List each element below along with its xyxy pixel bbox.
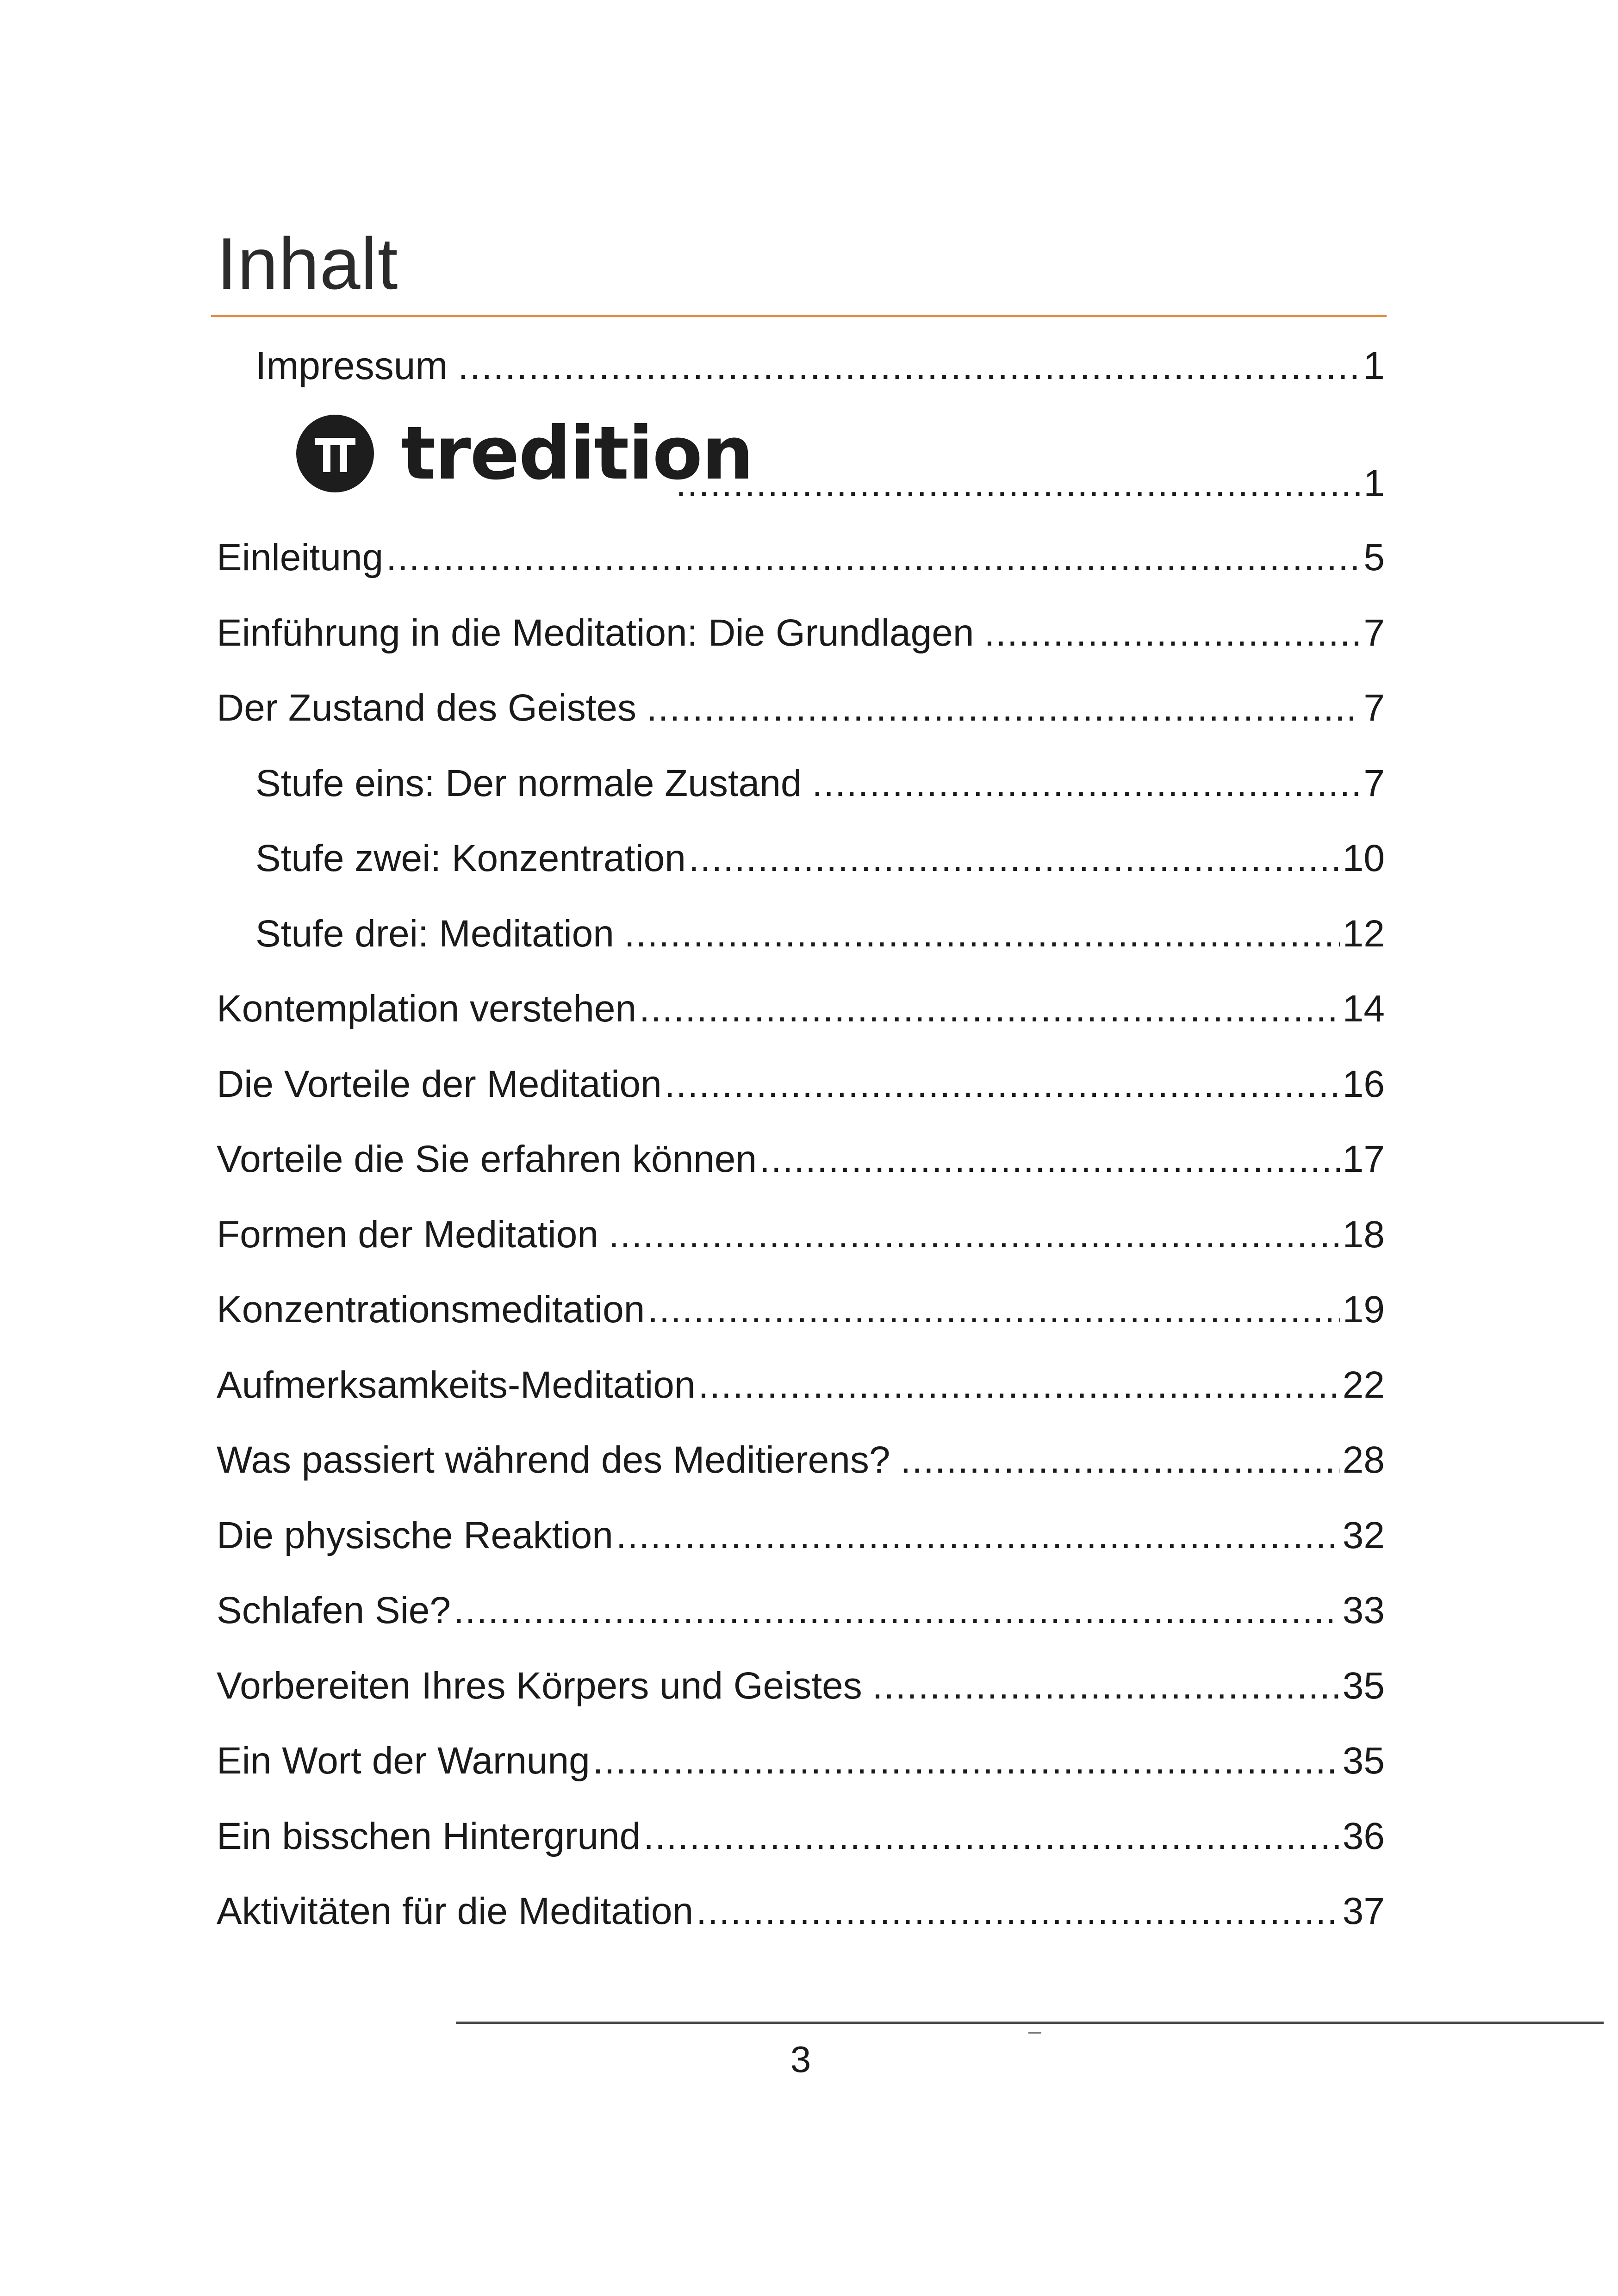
toc-leader-dots <box>698 1360 1339 1411</box>
toc-entry-label: Ein bisschen Hintergrund <box>217 1815 641 1857</box>
toc-leader-dots <box>689 833 1340 884</box>
toc-entry[interactable] <box>217 1134 1385 1185</box>
toc-entry-label: Vorbereiten Ihres Körpers und Geistes <box>217 1665 862 1707</box>
toc-entry[interactable] <box>255 908 1385 959</box>
page-number: 3 <box>790 2039 811 2080</box>
toc-entry-page: 1 <box>1363 344 1385 387</box>
toc-entry[interactable] <box>255 758 1385 809</box>
toc-entry-label: Was passiert während des Meditierens? <box>217 1439 890 1481</box>
toc-entry-page: 7 <box>1363 612 1385 654</box>
toc-entry-page: 14 <box>1342 988 1385 1030</box>
toc-leader-dots <box>454 1585 1340 1636</box>
toc-entry-label: Stufe eins: Der normale Zustand <box>255 762 802 804</box>
toc-leader-dots <box>639 983 1340 1034</box>
toc-entry-label: Schlafen Sie? <box>217 1589 451 1631</box>
toc-leader-dots <box>616 1510 1340 1561</box>
toc-entry-label: Vorteile die Sie erfahren können <box>217 1138 757 1180</box>
toc-entry-label: Aufmerksamkeits-Meditation <box>217 1364 696 1406</box>
toc-leader-dots <box>593 1736 1340 1786</box>
toc-leader-dots <box>665 1059 1340 1110</box>
logo-wordmark: tredition <box>401 411 753 496</box>
toc-entry[interactable] <box>255 833 1385 884</box>
toc-entry[interactable] <box>217 532 1385 583</box>
toc-entry-page: 16 <box>1342 1063 1385 1105</box>
toc-leader-dots <box>872 1661 1340 1711</box>
toc-leader-dots <box>609 1209 1340 1260</box>
toc-entry-page: 22 <box>1342 1364 1385 1406</box>
toc-entry[interactable] <box>217 1209 1385 1260</box>
toc-entry-page: 7 <box>1363 687 1385 729</box>
toc-leader-dots <box>900 1435 1339 1486</box>
toc-entry-page: 36 <box>1342 1815 1385 1857</box>
footer-mark <box>1028 2032 1041 2034</box>
tredition-logo-icon <box>296 415 374 492</box>
toc-entry-page: 17 <box>1342 1138 1385 1180</box>
toc-entry-impressum[interactable] <box>255 340 1385 391</box>
toc-entry-page: 33 <box>1342 1589 1385 1631</box>
toc-entry[interactable] <box>217 1510 1385 1561</box>
toc-entry-page: 18 <box>1342 1213 1385 1256</box>
toc-entry[interactable] <box>217 1811 1385 1862</box>
toc-leader-dots <box>759 1134 1340 1185</box>
toc-entry[interactable] <box>217 1736 1385 1786</box>
toc-entry-page: 5 <box>1363 536 1385 579</box>
toc-entry-page: 7 <box>1363 762 1385 804</box>
toc-entry-label: Der Zustand des Geistes <box>217 687 636 729</box>
toc-entry-label: Stufe drei: Meditation <box>255 913 614 955</box>
toc-entry-page: 1 <box>1363 462 1385 504</box>
toc-entry-page: 37 <box>1342 1890 1385 1932</box>
toc-entry-label: Einführung in die Meditation: Die Grundlagen <box>217 612 974 654</box>
toc-entry-label: Stufe zwei: Konzentration <box>255 837 686 879</box>
toc-entry-page: 32 <box>1342 1514 1385 1556</box>
toc-leader-dots <box>386 532 1361 583</box>
toc-entry-label: Einleitung <box>217 536 384 579</box>
toc-leader-dots <box>812 758 1361 809</box>
page-title: Inhalt <box>217 223 398 305</box>
toc-entry[interactable] <box>217 983 1385 1034</box>
toc-entry-label: Konzentrationsmeditation <box>217 1288 645 1331</box>
toc-entry[interactable] <box>217 1059 1385 1110</box>
toc-entry-logo-leader <box>676 458 1385 509</box>
toc-entry-page: 28 <box>1342 1439 1385 1481</box>
toc-entry[interactable] <box>217 1360 1385 1411</box>
toc-leader-dots <box>984 608 1361 659</box>
toc-entry-page: 19 <box>1342 1288 1385 1331</box>
toc-leader-dots <box>676 458 1361 509</box>
toc-entry-page: 35 <box>1342 1740 1385 1782</box>
toc-entry-label: Ein Wort der Warnung <box>217 1740 590 1782</box>
toc-entry-label: Aktivitäten für die Meditation <box>217 1890 694 1932</box>
toc-entry-label: Die Vorteile der Meditation <box>217 1063 662 1105</box>
toc-entry[interactable] <box>217 608 1385 659</box>
toc-entry[interactable] <box>217 1661 1385 1711</box>
toc-entry-label: Kontemplation verstehen <box>217 988 637 1030</box>
footer-rule <box>456 2022 1604 2024</box>
toc-entry-page: 35 <box>1342 1665 1385 1707</box>
toc-leader-dots <box>647 683 1361 734</box>
toc-entry-label: Formen der Meditation <box>217 1213 598 1256</box>
toc-leader-dots <box>647 1284 1339 1335</box>
toc-leader-dots <box>624 908 1340 959</box>
toc-entry[interactable] <box>217 1284 1385 1335</box>
toc-entry[interactable] <box>217 1886 1385 1937</box>
toc-leader-dots <box>458 340 1360 391</box>
toc-leader-dots <box>696 1886 1340 1937</box>
toc-entry-page: 10 <box>1342 837 1385 879</box>
toc-entry-label: Impressum <box>255 344 448 387</box>
toc-leader-dots <box>643 1811 1340 1862</box>
toc-entry[interactable] <box>217 1585 1385 1636</box>
toc-entry[interactable] <box>217 683 1385 734</box>
toc-entry[interactable] <box>217 1435 1385 1486</box>
toc-entry-label: Die physische Reaktion <box>217 1514 613 1556</box>
toc-entry-page: 12 <box>1342 913 1385 955</box>
